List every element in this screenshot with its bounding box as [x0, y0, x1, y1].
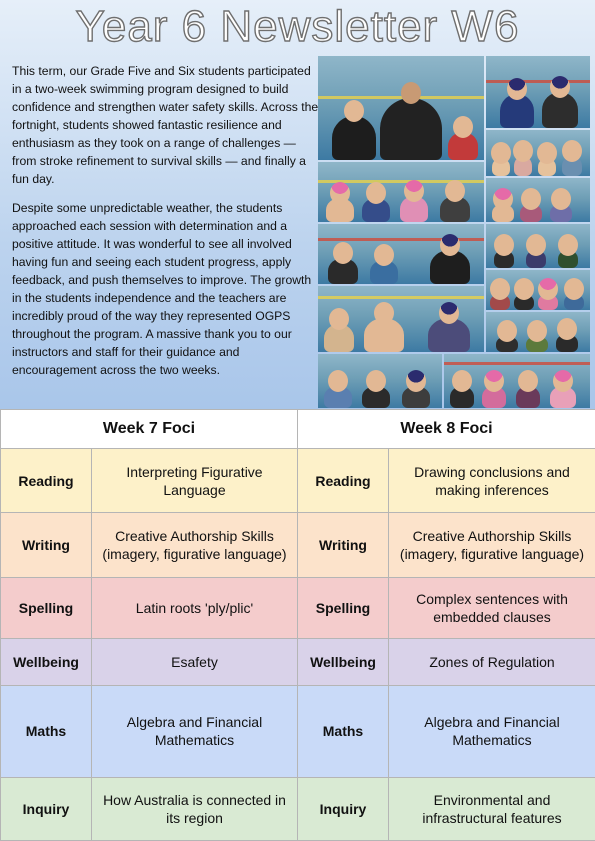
newsletter-header-panel — [0, 0, 595, 409]
table-row — [1, 577, 595, 638]
week-7-focus: Esafety — [92, 639, 298, 686]
week-8-focus: Zones of Regulation — [389, 639, 595, 686]
week-7-focus: Latin roots 'ply/plic' — [92, 577, 298, 638]
subject-label: Spelling — [298, 577, 389, 638]
subject-label: Reading — [298, 449, 389, 513]
swimming-photo — [318, 354, 442, 408]
subject-label: Inquiry — [298, 777, 389, 840]
subject-label: Maths — [298, 686, 389, 777]
table-row — [1, 639, 595, 686]
subject-label: Reading — [1, 449, 92, 513]
intro-text — [12, 62, 320, 390]
subject-label: Writing — [1, 513, 92, 577]
subject-label: Spelling — [1, 577, 92, 638]
week-8-focus: Complex sentences with embedded clauses — [389, 577, 595, 638]
intro-paragraph: Despite some unpredictable weather, the students approached each session with determination and a positive attitude. It was wonderful to see all involved having fun and seeing each student progress, apply feedback, and push themselves to improve. The growth in the students independence and the teachers are incredibly proud of the way they represented OGPS throughout the program. A massive thank you to our instructors and staff for their guidance and encouragement across the two weeks. — [12, 201, 312, 377]
subject-label: Wellbeing — [1, 639, 92, 686]
week-7-focus: Interpreting Figurative Language — [92, 449, 298, 513]
subject-label: Writing — [298, 513, 389, 577]
subject-label: Maths — [1, 686, 92, 777]
intro-paragraph: This term, our Grade Five and Six students participated in a two-week swimming program designed to build confidence and strengthen water safety skills. Across the fortnight, students showed fantastic resilience and enthusiasm as they took on a range of challenges — from stroke refinement to survival skills — and finally a fun day. — [12, 64, 319, 186]
swimming-photo — [318, 224, 484, 284]
swimming-photo — [486, 224, 590, 268]
table-row — [1, 777, 595, 840]
swimming-photo-collage — [318, 56, 590, 408]
swimming-photo — [486, 130, 590, 176]
table-row — [1, 686, 595, 777]
week-7-focus: How Australia is connected in its region — [92, 777, 298, 840]
swimming-photo — [486, 270, 590, 310]
week-7-focus: Algebra and Financial Mathematics — [92, 686, 298, 777]
swimming-photo — [318, 56, 484, 160]
table-row — [1, 513, 595, 577]
week-8-focus: Creative Authorship Skills (imagery, figurative language) — [389, 513, 595, 577]
swimming-photo — [486, 178, 590, 222]
week-7-focus: Creative Authorship Skills (imagery, figurative language) — [92, 513, 298, 577]
weekly-foci-table — [0, 409, 595, 841]
week-8-focus: Drawing conclusions and making inferences — [389, 449, 595, 513]
swimming-photo — [486, 56, 590, 128]
swimming-photo — [318, 286, 484, 352]
week-8-focus: Environmental and infrastructural features — [389, 777, 595, 840]
week-8-header: Week 8 Foci — [298, 410, 595, 449]
swimming-photo — [486, 312, 590, 352]
subject-label: Wellbeing — [298, 639, 389, 686]
swimming-photo — [318, 162, 484, 222]
newsletter-title: Year 6 Newsletter W6 — [75, 2, 520, 51]
table-row — [1, 449, 595, 513]
week-8-focus: Algebra and Financial Mathematics — [389, 686, 595, 777]
swimming-photo — [444, 354, 590, 408]
week-7-header: Week 7 Foci — [1, 410, 298, 449]
subject-label: Inquiry — [1, 777, 92, 840]
